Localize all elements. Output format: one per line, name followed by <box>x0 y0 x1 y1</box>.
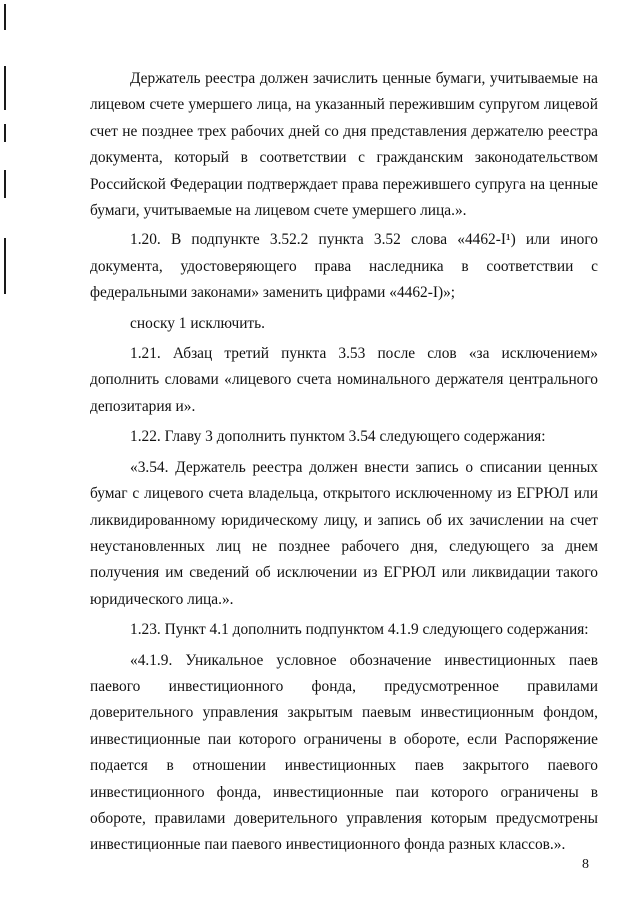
scan-edge-mark <box>4 4 6 30</box>
scan-edge-mark <box>4 170 6 198</box>
paragraph-item-1-22: 1.22. Главу 3 дополнить пунктом 3.54 следующего содержания: <box>130 428 546 446</box>
paragraph-item-3-54: «3.54. Держатель реестра должен внести запись о списании ценных бумаг с лицевого счета владельца, открытого исключенному из ЕГРЮЛ или ликвидированному юридическому лицу, и запись об их зачислении на счет неустановленных лиц не позднее рабочего дня, следующего за днем получения им сведений об исключении из ЕГРЮЛ или ликвидации такого юридического лица.». <box>90 458 598 608</box>
paragraph-item-1-20: 1.20. В подпункте 3.52.2 пункта 3.52 слова «4462-I¹) или иного документа, удостоверяющего права наследника в соответствии с федеральными законами» заменить цифрами «4462-I)»; <box>90 231 598 302</box>
paragraph-item-1-23: 1.23. Пункт 4.1 дополнить подпунктом 4.1.9 следующего содержания: <box>130 621 589 639</box>
paragraph-item-4-1-9: «4.1.9. Уникальное условное обозначение инвестиционных паев паевого инвестиционного фонда, предусмотренное правилами доверительного управления закрытым паевым инвестиционным фондом, инвестиционные паи которого ограничены в обороте, если Распоряжение подается в отношении инвестиционных паев закрытого паевого инвестиционного фонда, инвестиционные паи которого ограничены в обороте, правилами доверительного управления которым предусмотрены инвестиционные паи паевого инвестиционного фонда разных классов.». <box>90 651 598 854</box>
document-body <box>90 66 598 863</box>
paragraph-holder-transfer: Держатель реестра должен зачислить ценные бумаги, учитываемые на лицевом счете умершего лица, на указанный пережившим супругом лицевой счет не позднее трех рабочих дней со дня представления держателю реестра документа, который в соответствии с гражданским законодательством Российской Федерации подтверждает права пережившего супруга на ценные бумаги, учитываемые на лицевом счете умершего лица.». <box>90 70 598 220</box>
scan-edge-mark <box>4 66 6 110</box>
paragraph-footnote-removal: сноску 1 исключить. <box>130 314 266 332</box>
scan-edge-mark <box>4 124 6 142</box>
page-number: 8 <box>582 857 589 872</box>
scan-edge-mark <box>4 238 6 294</box>
paragraph-item-1-21: 1.21. Абзац третий пункта 3.53 после слов «за исключением» дополнить словами «лицевого счета номинального держателя центрального депозитария и». <box>90 345 598 415</box>
